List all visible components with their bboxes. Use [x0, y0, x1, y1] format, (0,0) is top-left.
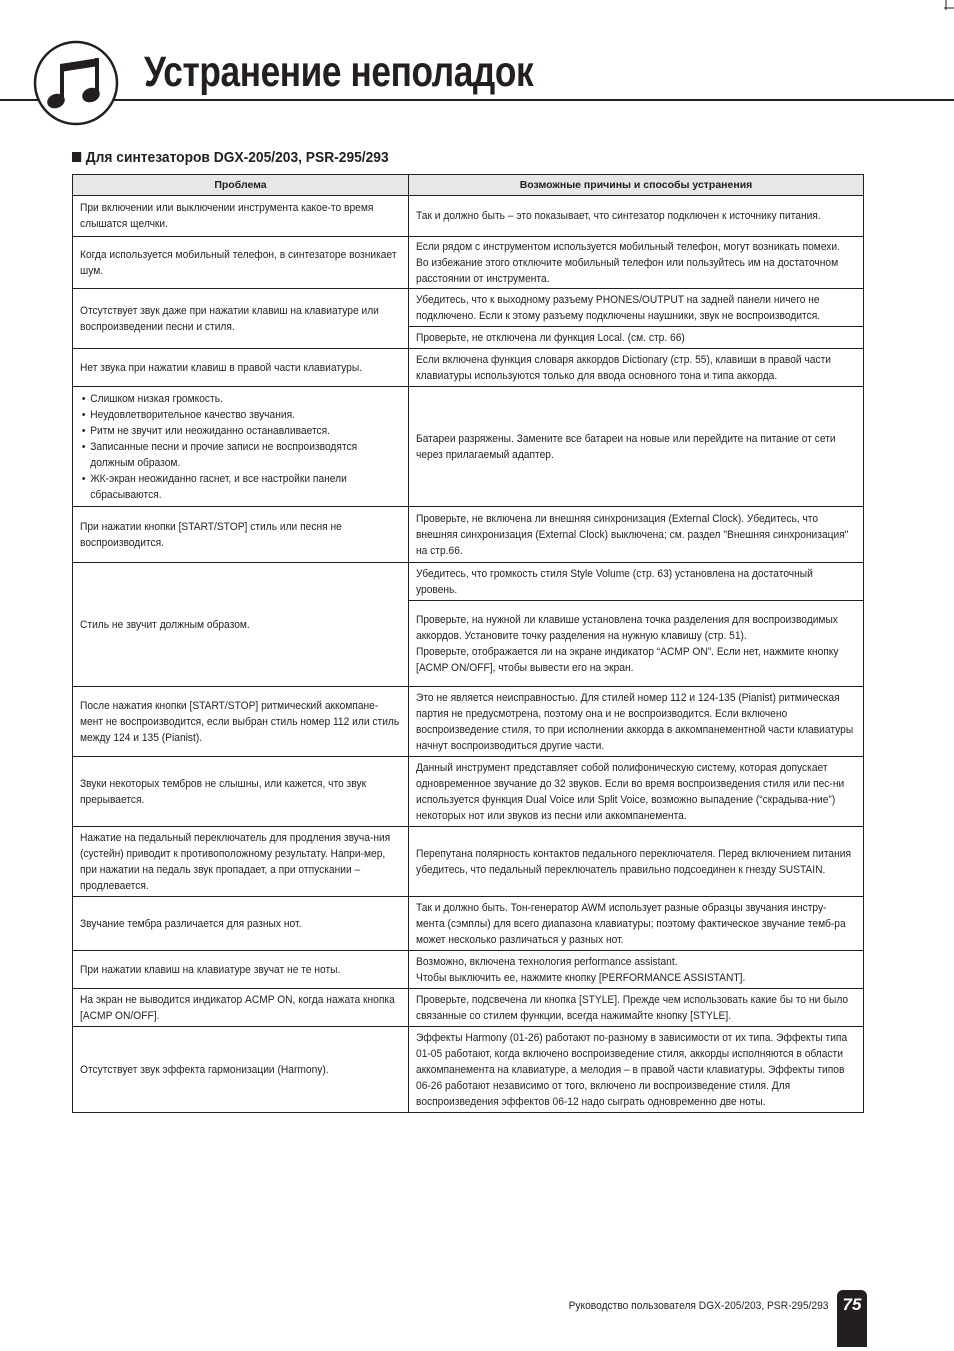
table-row — [73, 989, 864, 1027]
problem-cell — [73, 289, 409, 349]
table-row — [73, 507, 864, 563]
problem-text: Звучание тембра различается для разных нот. — [80, 917, 302, 930]
solution-text: Проверьте, не включена ли внешняя синхронизация (External Clock). Убедитесь, что внешняя синхронизация (External Clock) выключена; см. раздел "Внешняя синхронизация" на стр.66. — [416, 512, 849, 557]
problem-text: Когда используется мобильный телефон, в синтезаторе возникает шум. — [80, 248, 397, 277]
section-heading — [72, 149, 389, 167]
solution-cell — [409, 757, 864, 827]
problem-text: Отсутствует звук даже при нажатии клавиш на клавиатуре или воспроизведении песни и стиля. — [80, 304, 379, 333]
list-item: • Записанные песни и прочие записи не воспроизводятся должным образом. — [90, 439, 399, 471]
problem-cell — [73, 349, 409, 387]
table-row — [73, 951, 864, 989]
problem-cell — [73, 387, 409, 507]
problem-cell — [73, 563, 409, 687]
solution-cell — [409, 196, 864, 237]
solution-cell — [409, 237, 864, 289]
problem-cell — [73, 237, 409, 289]
problem-cell — [73, 687, 409, 757]
table-row — [73, 827, 864, 897]
solution-text: Батареи разряжены. Замените все батареи на новые или перейдите на питание от сети через прилагаемый адаптер. — [416, 432, 836, 461]
solution-text: Проверьте, подсвечена ли кнопка [STYLE]. Прежде чем использовать какие бы то ни было связанные со стилем функции, всегда нажимайте кнопку [STYLE]. — [416, 993, 849, 1022]
table-header-row — [73, 175, 864, 196]
problem-text: После нажатия кнопки [START/STOP] ритмический аккомпане-мент не воспроизводится, если выбран стиль номер 112 или стиль между 124 и 135 (Pianist). — [80, 699, 400, 744]
solution-cell — [409, 1027, 864, 1113]
solution-cell — [409, 289, 864, 327]
solution-cell — [409, 989, 864, 1027]
section-heading-text: Для синтезаторов DGX-205/203, PSR-295/293 — [85, 149, 389, 166]
column-header-problem: Проблема — [73, 175, 409, 196]
solution-cell — [409, 951, 864, 989]
solution-cell — [409, 563, 864, 601]
problem-text: Нажатие на педальный переключатель для продления звуча-ния (сустейн) приводит к противоположному результату. Напри-мер, при нажатии на педаль звук пропадает, а при отпускании – продлевается. — [80, 831, 391, 892]
solution-text: Так и должно быть. Тон-генератор AWM использует разные образцы звучания инстру-мента (сэмплы) для всего диапазона клавиатуры; поэтому фактическое звучание темб-ра может несколько различаться у разных нот. — [416, 901, 846, 946]
solution-text: Перепутана полярность контактов педального переключателя. Перед включением питания убедитесь, что педальный переключатель правильно подсоединен к гнезду SUSTAIN. — [416, 847, 852, 876]
problem-cell — [73, 951, 409, 989]
problem-text: Нет звука при нажатии клавиш в правой части клавиатуры. — [80, 361, 363, 374]
list-item: • Ритм не звучит или неожиданно останавливается. — [90, 423, 399, 439]
table-row — [73, 687, 864, 757]
table-row — [73, 563, 864, 601]
solution-text: Возможно, включена технология performance assistant. Чтобы выключить ее, нажмите кнопку [PERFORMANCE ASSISTANT]. — [416, 955, 746, 984]
problem-cell — [73, 827, 409, 897]
problem-text: На экран не выводится индикатор ACMP ON, когда нажата кнопка [ACMP ON/OFF]. — [80, 993, 395, 1022]
solution-text: Если включена функция словаря аккордов Dictionary (стр. 55), клавиши в правой части клавиатуры используются только для ввода основного тона и типа аккорда. — [416, 353, 832, 382]
solution-text: Проверьте, не отключена ли функция Local. (см. стр. 66) — [416, 331, 685, 344]
problem-text: Звуки некоторых тембров не слышны, или кажется, что звук прерывается. — [80, 777, 367, 806]
problem-text: При включении или выключении инструмента какое-то время слышатся щелчки. — [80, 202, 374, 230]
troubleshooting-table — [72, 174, 864, 1113]
problem-cell — [73, 989, 409, 1027]
square-bullet-icon — [72, 152, 81, 162]
problem-cell — [73, 196, 409, 237]
solution-text: Так и должно быть – это показывает, что синтезатор подключен к источнику питания. — [416, 210, 821, 222]
solution-cell — [409, 687, 864, 757]
table-row — [73, 196, 864, 237]
solution-cell — [409, 349, 864, 387]
crop-mark-icon — [920, 0, 954, 34]
column-header-solution: Возможные причины и способы устранения — [409, 175, 864, 196]
page-title: Устранение неполадок — [144, 48, 534, 96]
problem-cell — [73, 897, 409, 951]
solution-text: Проверьте, на нужной ли клавише установлена точка разделения для воспроизводимых аккордов. Установите точку разделения на нужную клавишу (стр. 51). Проверьте, отображается ли на экране индикатор “ACMP ON”. Если нет, нажмите кнопку [ACMP ON/OFF], чтобы вывести его на экран. — [416, 613, 839, 674]
symptom-list — [80, 391, 399, 503]
list-item: • ЖК-экран неожиданно гаснет, и все настройки панели сбрасываются. — [90, 471, 399, 503]
solution-cell — [409, 507, 864, 563]
solution-cell — [409, 897, 864, 951]
problem-list-wrapper — [80, 391, 399, 503]
solution-cell — [409, 387, 864, 507]
solution-text: Убедитесь, что к выходному разъему PHONES/OUTPUT на задней панели ничего не подключено. Если к этому разъему подключены наушники, звук не воспроизводится. — [416, 293, 821, 322]
header-rule — [0, 99, 954, 101]
solution-text: Данный инструмент представляет собой полифоническую систему, которая допускает одновременное звучание до 32 звуков. Если во время воспроизведения стиля или пес-ни используется функция Dual Voice или Split Voice, возможно выпадение (“скрадыва-ние”) некоторых нот или звуков из песни или аккомпанемента. — [416, 761, 845, 822]
solution-text: Если рядом с инструментом используется мобильный телефон, могут возникать помехи. Во избежание этого отключите мобильный телефон или пользуйтесь им на достаточном расстоянии от инструмента. — [416, 240, 840, 285]
table-row — [73, 387, 864, 507]
table-row — [73, 757, 864, 827]
solution-cell — [409, 827, 864, 897]
problem-cell — [73, 757, 409, 827]
problem-cell — [73, 1027, 409, 1113]
table-row — [73, 897, 864, 951]
problem-text: Отсутствует звук эффекта гармонизации (Harmony). — [80, 1063, 329, 1076]
footer-manual-title: Руководство пользователя DGX-205/203, PSR-295/293 — [568, 1300, 828, 1312]
solution-cell — [409, 601, 864, 687]
solution-cell — [409, 327, 864, 349]
table-row — [73, 1027, 864, 1113]
table-row — [73, 349, 864, 387]
music-note-icon — [33, 40, 119, 126]
table-row — [73, 289, 864, 327]
problem-text: При нажатии кнопки [START/STOP] стиль или песня не воспроизводится. — [80, 520, 342, 549]
page-number: 75 — [842, 1295, 862, 1314]
solution-text: Убедитесь, что громкость стиля Style Volume (стр. 63) установлена на достаточный уровень. — [416, 567, 813, 596]
problem-text: Стиль не звучит должным образом. — [80, 618, 250, 631]
solution-text: Эффекты Harmony (01-26) работают по-разному в зависимости от их типа. Эффекты типа 01-05 работают, когда включено воспроизведение стиля, аккорды исполняются в области аккомпанемента на клавиатуре, а мелодия – в правой части клавиатуры. Эффекты типов 06-26 работают независимо от того, включено ли воспроизведение стиля. Для воспроизведения эффектов 06-12 надо сыграть одновременно две ноты. — [416, 1031, 848, 1108]
list-item: • Неудовлетворительное качество звучания. — [90, 407, 399, 423]
problem-cell — [73, 507, 409, 563]
page-number-tab — [837, 1290, 867, 1347]
list-item: • Слишком низкая громкость. — [90, 391, 399, 407]
table-row — [73, 237, 864, 289]
solution-text: Это не является неисправностью. Для стилей номер 112 и 124-135 (Pianist) ритмическая партия не предусмотрена, поэтому она и не воспроизводится. Если включено воспроизведение стиля, то при исполнении аккорда в аккомпанементной части клавиатуры начнут воспроизводиться другие части. — [416, 691, 854, 752]
problem-text: При нажатии клавиш на клавиатуре звучат не те ноты. — [80, 963, 341, 976]
